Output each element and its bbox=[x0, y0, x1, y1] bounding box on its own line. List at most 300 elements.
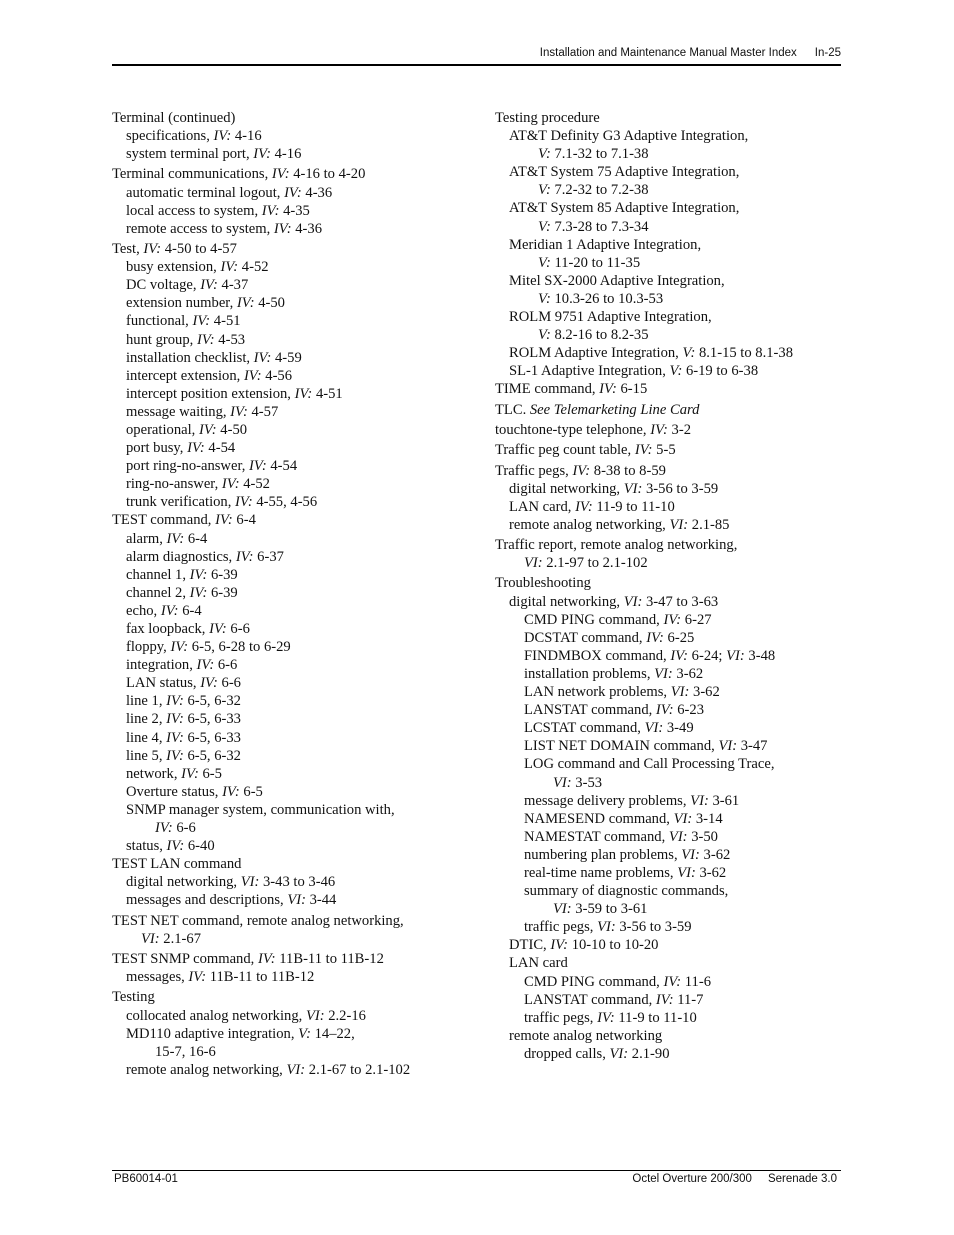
entry-text: 4-16 bbox=[231, 128, 262, 145]
entry-text: digital networking, bbox=[509, 480, 624, 497]
entry-text: line 5, bbox=[126, 747, 167, 764]
entry-text: 6-6 bbox=[217, 675, 241, 692]
entry-text: digital networking, bbox=[509, 593, 624, 610]
index-entry bbox=[495, 774, 840, 792]
entry-text: Testing bbox=[112, 989, 155, 1006]
entry-text: TEST LAN command bbox=[112, 856, 242, 873]
index-entry bbox=[112, 837, 487, 855]
index-entry bbox=[495, 362, 840, 380]
entry-text: LANSTAT command, bbox=[524, 991, 656, 1008]
index-entry bbox=[495, 647, 840, 665]
entry-text: 3-61 bbox=[708, 792, 740, 809]
volume-ref: IV: bbox=[253, 146, 271, 163]
index-entry bbox=[495, 954, 840, 972]
index-entry bbox=[112, 620, 487, 638]
index-entry bbox=[495, 701, 840, 719]
entry-text: integration, bbox=[126, 657, 197, 674]
volume-ref: IV: bbox=[166, 838, 185, 855]
volume-ref: IV: bbox=[209, 621, 227, 637]
entry-text: 6-40 bbox=[184, 838, 215, 855]
entry-text: Test, bbox=[112, 241, 144, 258]
index-entry bbox=[112, 367, 487, 385]
volume-ref: VI: bbox=[597, 919, 616, 936]
volume-ref: IV: bbox=[634, 442, 653, 459]
index-entry bbox=[495, 1027, 840, 1045]
volume-ref: IV: bbox=[230, 403, 248, 420]
entry-text: DTIC, bbox=[509, 937, 551, 954]
entry-text: echo, bbox=[126, 602, 161, 619]
index-entry bbox=[112, 385, 487, 403]
volume-ref: IV: bbox=[646, 629, 664, 646]
entry-text: 8.1-15 to 8.1-38 bbox=[695, 345, 794, 362]
entry-text: digital networking, bbox=[126, 874, 241, 891]
index-entry bbox=[112, 184, 487, 202]
index-entry bbox=[112, 493, 487, 511]
entry-text: TEST command, bbox=[112, 512, 216, 529]
entry-text: ROLM 9751 Adaptive Integration, bbox=[509, 309, 712, 326]
entry-text: intercept extension, bbox=[126, 367, 244, 384]
index-entry bbox=[495, 683, 840, 701]
index-entry bbox=[495, 421, 840, 439]
entry-text: 6-5, 6-33 bbox=[183, 729, 241, 746]
entry-text: 3-2 bbox=[667, 421, 692, 438]
index-entry bbox=[112, 656, 487, 674]
entry-text: specifications, bbox=[126, 128, 214, 145]
index-column-right bbox=[495, 109, 840, 1063]
entry-text: 4-54 bbox=[266, 458, 298, 475]
index-entry bbox=[495, 272, 840, 290]
index-entry bbox=[495, 308, 840, 326]
index-entry bbox=[112, 165, 487, 183]
entry-text: 8-38 to 8-59 bbox=[590, 462, 666, 479]
entry-text: 6-39 bbox=[207, 566, 238, 583]
entry-text: 6-15 bbox=[616, 381, 648, 398]
index-entry bbox=[495, 109, 840, 127]
entry-text: TEST NET command, remote analog networking, bbox=[112, 912, 404, 929]
index-entry bbox=[495, 719, 840, 737]
index-entry bbox=[495, 828, 840, 846]
entry-text: 4-59 bbox=[271, 349, 302, 366]
entry-text: 5-5 bbox=[652, 442, 676, 459]
entry-text: 4-35 bbox=[279, 202, 310, 219]
index-entry bbox=[112, 511, 487, 529]
volume-ref: IV: bbox=[271, 166, 290, 183]
entry-text: 6-27 bbox=[681, 611, 712, 628]
entry-text: channel 1, bbox=[126, 566, 190, 583]
volume-ref: IV: bbox=[198, 421, 217, 438]
volume-ref: V: bbox=[538, 290, 551, 307]
volume-ref: IV: bbox=[166, 693, 184, 710]
entry-text: Traffic report, remote analog networking, bbox=[495, 537, 738, 554]
volume-ref: VI: bbox=[287, 892, 306, 909]
entry-text: system terminal port, bbox=[126, 146, 254, 163]
entry-text: 2.1-67 to 2.1-102 bbox=[305, 1061, 411, 1078]
entry-text: Overture status, bbox=[126, 783, 223, 800]
volume-ref: IV: bbox=[273, 220, 292, 237]
entry-text: 10.3-26 to 10.3-53 bbox=[550, 290, 664, 307]
entry-text: 6-24; bbox=[688, 647, 727, 664]
volume-ref: IV: bbox=[166, 711, 184, 728]
entry-text: LAN network problems, bbox=[524, 684, 671, 701]
entry-text: 4-51 bbox=[210, 313, 241, 330]
volume-ref: V: bbox=[669, 363, 683, 380]
entry-text: Terminal (continued) bbox=[112, 110, 236, 126]
volume-ref: VI: bbox=[623, 593, 643, 610]
index-entry bbox=[495, 163, 840, 181]
entry-text: summary of diagnostic commands, bbox=[524, 883, 729, 900]
doc-number: PB60014-01 bbox=[114, 1173, 178, 1185]
entry-text: 3-62 bbox=[695, 864, 727, 881]
entry-text: hunt group, bbox=[126, 331, 197, 348]
entry-text: message delivery problems, bbox=[524, 792, 691, 809]
entry-text: 2.2-16 bbox=[324, 1007, 366, 1024]
volume-ref: IV: bbox=[160, 602, 179, 619]
entry-text: 11-9 to 11-10 bbox=[614, 1009, 697, 1026]
entry-text: 4-50 to 4-57 bbox=[161, 241, 237, 258]
volume-ref: IV: bbox=[196, 657, 215, 674]
entry-text: trunk verification, bbox=[126, 494, 236, 511]
index-entry bbox=[495, 611, 840, 629]
entry-text: 6-6 bbox=[214, 657, 238, 674]
entry-text: DC voltage, bbox=[126, 277, 201, 294]
entry-text: Testing procedure bbox=[495, 110, 600, 126]
manual-title: Installation and Maintenance Manual Master Index bbox=[539, 47, 797, 59]
index-entry bbox=[112, 566, 487, 584]
index-entry bbox=[495, 882, 840, 900]
index-entry bbox=[112, 950, 487, 968]
index-entry bbox=[495, 846, 840, 864]
page-number: In-25 bbox=[814, 47, 841, 59]
index-entry bbox=[495, 991, 840, 1009]
entry-text: line 1, bbox=[126, 693, 167, 710]
index-entry bbox=[112, 202, 487, 220]
entry-text: ring-no-answer, bbox=[126, 476, 222, 493]
index-entry bbox=[112, 930, 487, 948]
entry-text: port ring-no-answer, bbox=[126, 458, 250, 475]
index-entry bbox=[495, 973, 840, 991]
product-name: Octel Overture 200/300 bbox=[632, 1173, 752, 1185]
index-entry bbox=[112, 331, 487, 349]
entry-text: dropped calls, bbox=[524, 1045, 610, 1062]
index-entry bbox=[112, 548, 487, 566]
volume-ref: IV: bbox=[575, 498, 593, 515]
volume-ref: IV: bbox=[200, 277, 218, 294]
index-entry bbox=[112, 855, 487, 873]
entry-text: AT&T System 85 Adaptive Integration, bbox=[509, 200, 740, 217]
index-entry bbox=[112, 747, 487, 765]
index-entry bbox=[112, 240, 487, 258]
entry-text: 3-44 bbox=[305, 892, 337, 909]
entry-text: SL-1 Adaptive Integration, bbox=[509, 363, 670, 380]
entry-text: 6-4 bbox=[178, 602, 202, 619]
volume-ref: VI: bbox=[286, 1061, 306, 1078]
index-entry bbox=[495, 792, 840, 810]
volume-ref: VI: bbox=[524, 555, 543, 572]
entry-text: 6-37 bbox=[253, 548, 284, 565]
entry-text: 3-43 to 3-46 bbox=[259, 874, 336, 891]
entry-text: functional, bbox=[126, 313, 193, 330]
entry-text: 4-55, 4-56 bbox=[252, 494, 318, 511]
index-entry bbox=[112, 475, 487, 493]
entry-text: 11-9 to 11-10 bbox=[592, 498, 675, 515]
entry-text: 6-4 bbox=[184, 530, 208, 547]
volume-ref: IV: bbox=[663, 611, 682, 628]
index-entry bbox=[112, 127, 487, 145]
entry-text: 6-19 to 6-38 bbox=[682, 363, 759, 380]
volume-ref: VI: bbox=[726, 647, 745, 664]
entry-text: traffic pegs, bbox=[524, 919, 598, 936]
entry-text: MD110 adaptive integration, bbox=[126, 1025, 299, 1042]
entry-text: line 4, bbox=[126, 729, 167, 746]
volume-ref: VI: bbox=[681, 846, 700, 863]
index-entry bbox=[112, 109, 487, 127]
entry-text: alarm diagnostics, bbox=[126, 548, 236, 565]
entry-text: line 2, bbox=[126, 711, 167, 728]
entry-text: 4-36 bbox=[301, 184, 333, 201]
footer-product-info bbox=[632, 1173, 837, 1185]
entry-text: 4-52 bbox=[238, 259, 269, 276]
volume-ref: IV: bbox=[599, 381, 617, 398]
entry-text: alarm, bbox=[126, 530, 167, 547]
index-entry bbox=[495, 593, 840, 611]
entry-text: 4-53 bbox=[214, 331, 246, 348]
index-entry bbox=[495, 462, 840, 480]
entry-text: DCSTAT command, bbox=[524, 629, 647, 646]
entry-text: operational, bbox=[126, 421, 199, 438]
index-entry bbox=[112, 692, 487, 710]
entry-text: 6-5, 6-33 bbox=[183, 711, 241, 728]
index-entry bbox=[495, 145, 840, 163]
volume-ref: IV: bbox=[192, 313, 211, 330]
index-entry bbox=[112, 765, 487, 783]
index-entry bbox=[495, 574, 840, 592]
index-entry bbox=[495, 401, 840, 419]
entry-text: 8.2-16 to 8.2-35 bbox=[550, 327, 649, 344]
header-text bbox=[540, 47, 841, 59]
entry-text: 3-48 bbox=[744, 647, 776, 664]
entry-text: remote access to system, bbox=[126, 220, 274, 237]
index-entry bbox=[112, 801, 487, 819]
index-entry bbox=[495, 326, 840, 344]
entry-text: 6-6 bbox=[226, 621, 250, 637]
entry-text: LIST NET DOMAIN command, bbox=[524, 738, 719, 755]
volume-ref: VI: bbox=[553, 901, 572, 918]
index-entry bbox=[112, 912, 487, 930]
volume-ref: IV: bbox=[655, 702, 674, 719]
page-footer bbox=[112, 1170, 841, 1185]
entry-text: 4-16 bbox=[270, 146, 302, 163]
volume-ref: VI: bbox=[240, 874, 260, 891]
entry-text: 11B-11 to 11B-12 bbox=[206, 969, 315, 986]
index-entry bbox=[112, 403, 487, 421]
index-entry bbox=[112, 988, 487, 1006]
volume-ref: IV: bbox=[572, 462, 591, 479]
entry-text: 6-5, 6-32 bbox=[183, 747, 241, 764]
entry-text: 6-39 bbox=[207, 584, 238, 601]
index-entry bbox=[112, 1043, 487, 1061]
volume-ref: VI: bbox=[668, 828, 688, 845]
volume-ref: IV: bbox=[189, 584, 208, 601]
entry-text: installation checklist, bbox=[126, 349, 254, 366]
entry-text: Mitel SX-2000 Adaptive Integration, bbox=[509, 272, 725, 289]
entry-text: extension number, bbox=[126, 295, 237, 312]
index-entry bbox=[495, 536, 840, 554]
entry-text: LANSTAT command, bbox=[524, 702, 656, 719]
index-entry bbox=[112, 294, 487, 312]
entry-text: automatic terminal logout, bbox=[126, 184, 285, 201]
entry-text: AT&T Definity G3 Adaptive Integration, bbox=[509, 128, 749, 145]
entry-text: 3-62 bbox=[689, 684, 720, 701]
entry-text: Traffic pegs, bbox=[495, 462, 573, 479]
volume-ref: V: bbox=[538, 327, 551, 344]
volume-ref: IV: bbox=[597, 1009, 615, 1026]
entry-text: LAN status, bbox=[126, 675, 201, 692]
entry-text: ROLM Adaptive Integration, bbox=[509, 345, 683, 362]
entry-text: 3-59 to 3-61 bbox=[571, 901, 648, 918]
index-entry bbox=[495, 344, 840, 362]
volume-ref: IV: bbox=[261, 202, 280, 219]
index-entry bbox=[495, 665, 840, 683]
volume-ref: IV: bbox=[187, 440, 205, 457]
index-entry bbox=[495, 554, 840, 572]
volume-ref: V: bbox=[298, 1025, 311, 1042]
entry-text: TIME command, bbox=[495, 381, 600, 398]
entry-text: 4-57 bbox=[247, 403, 279, 420]
volume-ref: IV: bbox=[181, 765, 199, 782]
index-column-left bbox=[112, 109, 487, 1079]
entry-text: 7.1-32 to 7.1-38 bbox=[550, 146, 649, 163]
entry-text: Meridian 1 Adaptive Integration, bbox=[509, 236, 702, 253]
volume-ref: IV: bbox=[166, 729, 184, 746]
index-entry bbox=[495, 1009, 840, 1027]
entry-text: LCSTAT command, bbox=[524, 720, 645, 737]
volume-ref: VI: bbox=[305, 1007, 325, 1024]
index-entry bbox=[112, 145, 487, 163]
entry-text: messages, bbox=[126, 969, 189, 986]
entry-text: LAN card bbox=[509, 955, 568, 972]
index-entry bbox=[495, 755, 840, 773]
index-entry bbox=[112, 674, 487, 692]
entry-text: 10-10 to 10-20 bbox=[568, 937, 659, 954]
entry-text: 3-47 bbox=[737, 738, 768, 755]
index-entry bbox=[112, 584, 487, 602]
volume-ref: VI: bbox=[669, 516, 689, 533]
index-entry bbox=[112, 1025, 487, 1043]
entry-text: 3-62 bbox=[699, 846, 731, 863]
volume-ref: VI: bbox=[673, 810, 693, 827]
entry-text: 4-50 bbox=[254, 295, 285, 312]
entry-text: traffic pegs, bbox=[524, 1009, 598, 1026]
entry-text: 4-51 bbox=[312, 385, 343, 402]
entry-text: 3-47 to 3-63 bbox=[642, 593, 719, 610]
volume-ref: IV: bbox=[170, 639, 189, 656]
volume-ref: IV: bbox=[166, 530, 185, 547]
entry-text: 6-23 bbox=[673, 702, 705, 719]
entry-text: 15-7, 16-6 bbox=[155, 1043, 216, 1060]
release-name: Serenade 3.0 bbox=[767, 1173, 837, 1185]
entry-text: messages and descriptions, bbox=[126, 892, 288, 909]
entry-text: message waiting, bbox=[126, 403, 231, 420]
entry-text: 7.2-32 to 7.2-38 bbox=[550, 182, 649, 199]
volume-ref: V: bbox=[538, 146, 551, 163]
entry-text: 6-6 bbox=[172, 820, 196, 837]
index-entry bbox=[495, 629, 840, 647]
entry-text: 14–22, bbox=[310, 1025, 355, 1042]
index-entry bbox=[112, 602, 487, 620]
volume-ref: IV: bbox=[215, 512, 233, 529]
index-entry bbox=[112, 349, 487, 367]
entry-text: 11B-11 to 11B-12 bbox=[275, 951, 384, 968]
index-entry bbox=[112, 421, 487, 439]
entry-text: 6-5 bbox=[198, 765, 222, 782]
volume-ref: VI: bbox=[623, 480, 643, 497]
entry-text: remote analog networking bbox=[509, 1027, 663, 1044]
entry-text: fax loopback, bbox=[126, 621, 210, 637]
volume-ref: VI: bbox=[141, 930, 160, 947]
entry-text: 7.3-28 to 7.3-34 bbox=[550, 218, 649, 235]
entry-text: busy extension, bbox=[126, 259, 221, 276]
entry-text: 4-52 bbox=[239, 476, 270, 493]
entry-text: channel 2, bbox=[126, 584, 190, 601]
entry-text: local access to system, bbox=[126, 202, 262, 219]
volume-ref: VI: bbox=[553, 774, 572, 791]
volume-ref: IV: bbox=[213, 128, 232, 145]
entry-text: CMD PING command, bbox=[524, 611, 664, 628]
entry-text: LOG command and Call Processing Trace, bbox=[524, 756, 775, 773]
volume-ref: IV: bbox=[155, 820, 173, 837]
entry-text: 2.1-90 bbox=[628, 1045, 670, 1062]
entry-text: 3-14 bbox=[692, 810, 723, 827]
entry-text: installation problems, bbox=[524, 665, 655, 682]
volume-ref: VI: bbox=[670, 684, 690, 701]
index-entry bbox=[112, 1061, 487, 1079]
entry-text: 2.1-85 bbox=[688, 516, 730, 533]
index-entry bbox=[495, 441, 840, 459]
entry-text: CMD PING command, bbox=[524, 973, 664, 990]
entry-text: status, bbox=[126, 838, 167, 855]
entry-text: remote analog networking, bbox=[126, 1061, 287, 1078]
entry-text: SNMP manager system, communication with, bbox=[126, 801, 395, 818]
volume-ref: V: bbox=[538, 254, 551, 271]
entry-text: 3-62 bbox=[672, 665, 704, 682]
entry-text: 6-5, 6-28 to 6-29 bbox=[188, 639, 291, 656]
entry-text: collocated analog networking, bbox=[126, 1007, 306, 1024]
volume-ref: IV: bbox=[235, 548, 254, 565]
entry-text: touchtone-type telephone, bbox=[495, 421, 651, 438]
entry-text: port busy, bbox=[126, 440, 188, 457]
entry-text: 3-56 to 3-59 bbox=[642, 480, 719, 497]
index-entry bbox=[495, 380, 840, 398]
index-entry bbox=[112, 710, 487, 728]
entry-text: LAN card, bbox=[509, 498, 576, 515]
index-entry bbox=[495, 218, 840, 236]
entry-text: Terminal communications, bbox=[112, 166, 272, 183]
entry-text: 6-25 bbox=[663, 629, 695, 646]
entry-text: 3-53 bbox=[571, 774, 603, 791]
entry-text: 11-7 bbox=[673, 991, 704, 1008]
entry-text: 6-5 bbox=[239, 783, 263, 800]
entry-text: TLC. bbox=[495, 401, 530, 418]
index-entry bbox=[112, 439, 487, 457]
index-entry bbox=[495, 480, 840, 498]
volume-ref: V: bbox=[538, 218, 551, 235]
index-entry bbox=[112, 638, 487, 656]
index-entry bbox=[112, 783, 487, 801]
volume-ref: IV: bbox=[188, 969, 207, 986]
volume-ref: IV: bbox=[200, 675, 218, 692]
volume-ref: VI: bbox=[644, 720, 664, 737]
entry-text: 11-20 to 11-35 bbox=[550, 254, 641, 271]
